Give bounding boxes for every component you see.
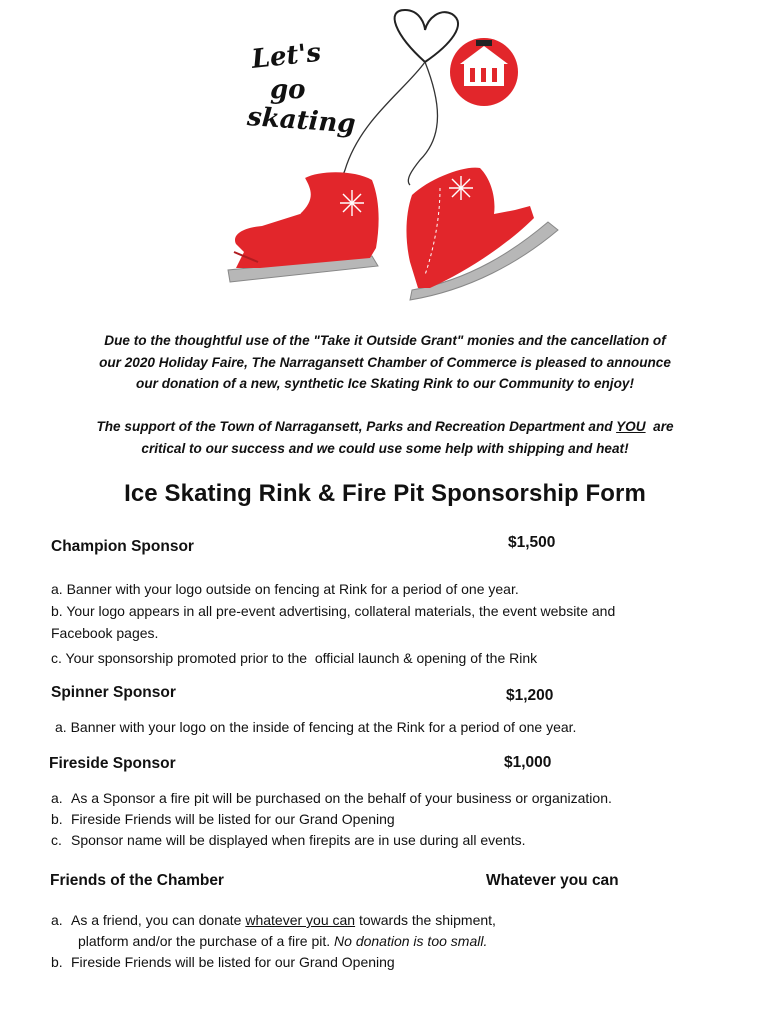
list-text: Sponsor name will be displayed when firepits are in use during all events. <box>71 832 526 848</box>
no-donation-too-small: No donation is too small. <box>334 933 488 949</box>
champion-sponsor-price: $1,500 <box>508 534 556 551</box>
list-marker: b. <box>51 954 63 970</box>
list-item: c. Your sponsorship promoted prior to the official launch & opening of the Rink <box>51 650 538 666</box>
intro-line: our donation of a new, synthetic Ice Skating Rink to our Community to enjoy! <box>136 376 634 391</box>
list-item-continuation <box>51 931 751 952</box>
list-item <box>51 788 751 809</box>
list-item: a. Banner with your logo on the inside of fencing at the Rink for a period of one year. <box>55 719 577 735</box>
list-marker: b. <box>51 811 63 827</box>
chamber-logo-icon <box>450 38 518 106</box>
list-marker: a. <box>51 912 63 928</box>
form-title: Ice Skating Rink & Fire Pit Sponsorship Form <box>124 480 646 507</box>
spinner-sponsor-name: Spinner Sponsor <box>51 684 176 701</box>
you-emphasis: YOU <box>616 419 646 434</box>
whatever-you-can-emphasis: whatever you can <box>245 912 356 928</box>
list-item: b. Your logo appears in all pre-event advertising, collateral materials, the event website and <box>51 603 616 619</box>
list-text: Fireside Friends will be listed for our Grand Opening <box>71 954 395 970</box>
list-item <box>51 952 751 973</box>
left-skate-icon <box>228 172 379 282</box>
script-line-3: skating <box>246 102 357 140</box>
list-text: towards the shipment, <box>355 912 496 928</box>
list-text: As a friend, you can donate <box>71 912 246 928</box>
spinner-sponsor-price: $1,200 <box>506 687 554 704</box>
list-item <box>51 910 751 931</box>
fireside-sponsor-price: $1,000 <box>504 754 552 771</box>
intro-text: are <box>645 419 674 434</box>
friends-of-chamber-name: Friends of the Chamber <box>50 872 224 889</box>
intro-line <box>40 416 730 438</box>
fireside-sponsor-name: Fireside Sponsor <box>49 755 176 772</box>
intro-paragraph-1 <box>40 330 730 395</box>
intro-line: Due to the thoughtful use of the "Take it Outside Grant" monies and the cancellation of <box>104 333 666 348</box>
friends-of-chamber-price: Whatever you can <box>486 872 619 889</box>
list-marker: c. <box>51 832 62 848</box>
champion-benefits <box>51 578 741 669</box>
intro-text: The support of the Town of Narragansett, Parks and Recreation Department and <box>96 419 617 434</box>
list-text: Fireside Friends will be listed for our Grand Opening <box>71 811 395 827</box>
lace-string-right <box>408 62 437 185</box>
fireside-benefits <box>51 788 751 851</box>
list-item: a. Banner with your logo outside on fencing at Rink for a period of one year. <box>51 581 519 597</box>
right-skate-icon <box>406 168 558 300</box>
heart-lace-icon <box>395 10 458 62</box>
champion-sponsor-name: Champion Sponsor <box>51 538 194 555</box>
list-item: Facebook pages. <box>51 625 159 641</box>
intro-paragraph-2 <box>40 416 730 459</box>
list-marker: a. <box>51 790 63 806</box>
list-item <box>51 809 751 830</box>
list-item <box>51 830 751 851</box>
script-line-2: go <box>270 75 306 105</box>
list-text: platform and/or the purchase of a fire pit. <box>78 933 335 949</box>
friends-benefits <box>51 910 751 973</box>
script-line-1: Let's <box>250 37 323 75</box>
hero-illustration <box>0 0 770 330</box>
intro-line: critical to our success and we could use some help with shipping and heat! <box>141 440 629 456</box>
intro-line: our 2020 Holiday Faire, The Narragansett Chamber of Commerce is pleased to announce <box>99 354 671 370</box>
list-text: As a Sponsor a fire pit will be purchased on the behalf of your business or organization. <box>71 790 612 806</box>
